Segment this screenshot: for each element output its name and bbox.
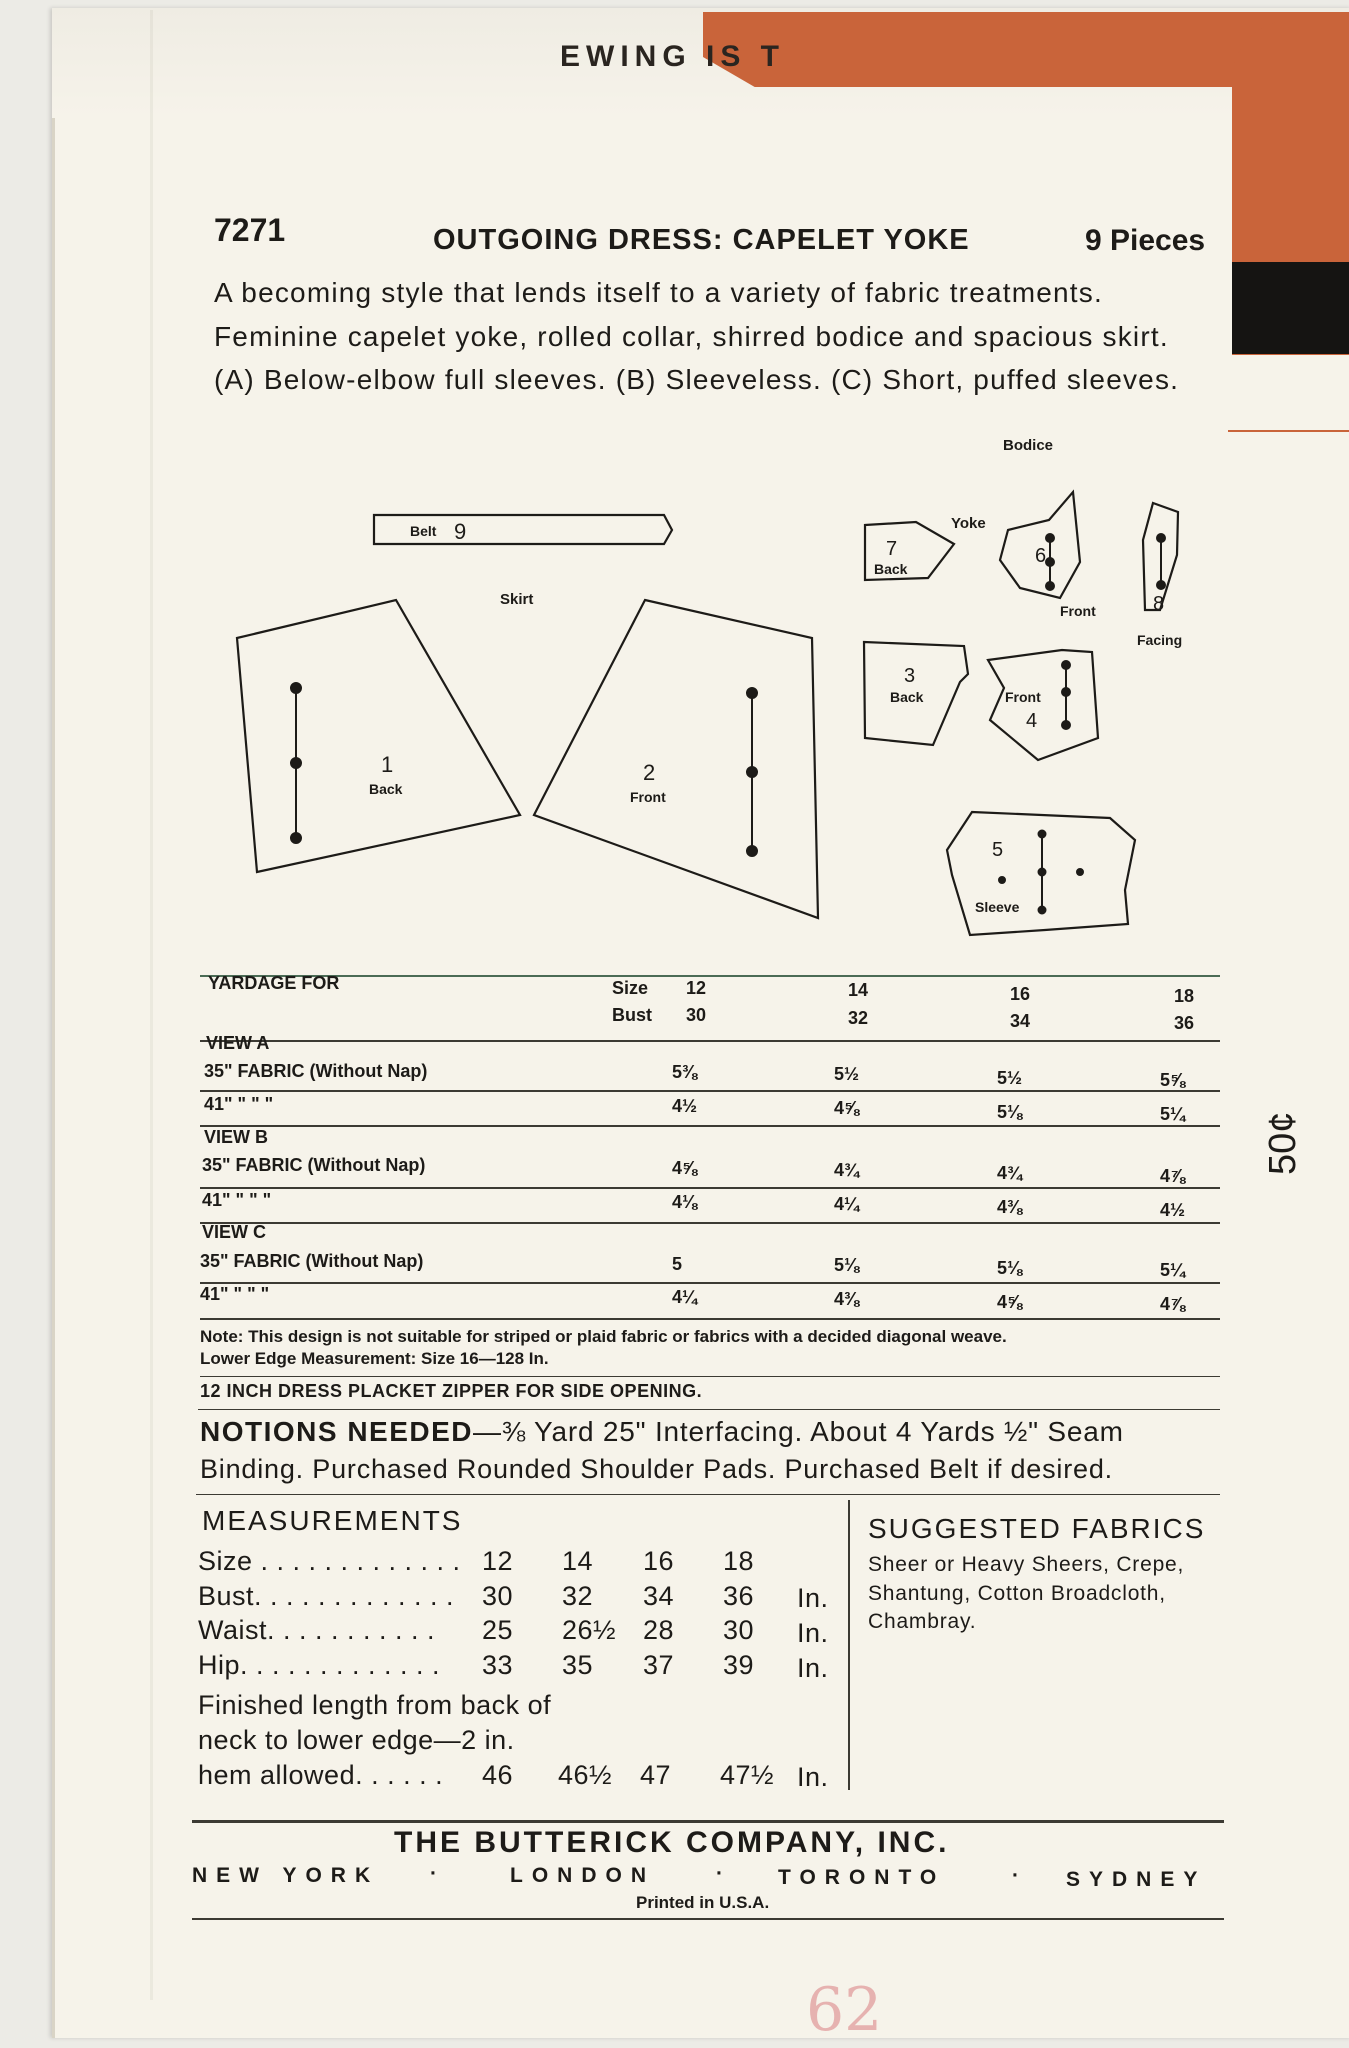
view-b-41-label: 41" " " " <box>202 1190 272 1210</box>
fabric-note: Note: This design is not suitable for striped or plaid fabric or fabrics with a decided diagonal weave. <box>200 1327 1007 1346</box>
measure-value: 46 <box>482 1760 514 1790</box>
table-cell: 4⅛ <box>672 1192 698 1212</box>
footer-bottom-rule <box>192 1918 1224 1920</box>
view-a-41-label: 41" " " " <box>204 1094 274 1114</box>
fabrics-line-3: Chambray. <box>868 1610 977 1633</box>
piece-7-number: 7 <box>886 538 898 560</box>
skirt-back-piece <box>237 600 520 872</box>
measure-value: 18 <box>723 1546 755 1576</box>
measure-unit: In. <box>797 1618 829 1648</box>
piece-6-number: 6 <box>1035 545 1047 567</box>
pattern-title: OUTGOING DRESS: CAPELET YOKE <box>433 224 970 256</box>
description-line-1: A becoming style that lends itself to a variety of fabric treatments. <box>214 277 1103 308</box>
piece-8-label: Facing <box>1137 632 1183 648</box>
piece-5-label: Sleeve <box>975 899 1020 915</box>
table-cell: 5⅝ <box>1160 1070 1186 1090</box>
measure-value: 26½ <box>562 1615 617 1645</box>
piece-4-label: Front <box>1005 689 1041 705</box>
printed-in: Printed in U.S.A. <box>636 1893 770 1912</box>
side-rule <box>1228 430 1349 432</box>
table-cell: 5½ <box>997 1068 1023 1088</box>
piece-1-label: Back <box>369 781 403 797</box>
table-cell: 4½ <box>1160 1200 1186 1220</box>
city-sydney: SYDNEY <box>1066 1868 1207 1891</box>
table-cell: 4⅝ <box>834 1098 860 1118</box>
measure-unit: In. <box>797 1762 829 1792</box>
zipper-note: 12 INCH DRESS PLACKET ZIPPER FOR SIDE OPENING. <box>200 1381 703 1401</box>
company-name: THE BUTTERICK COMPANY, INC. <box>394 1826 950 1859</box>
size-col-2: 14 <box>848 980 869 1000</box>
measure-label-size: Size . . . . . . . . . . . . . <box>198 1546 461 1576</box>
table-cell: 4⅞ <box>1160 1166 1186 1186</box>
table-cell: 5 <box>672 1254 683 1274</box>
description-line-2: Feminine capelet yoke, rolled collar, shirred bodice and spacious skirt. <box>214 321 1169 352</box>
yoke-label: Yoke <box>951 515 986 532</box>
black-side-band <box>1232 262 1349 354</box>
table-cell: 5⅜ <box>672 1062 698 1082</box>
measure-label-waist: Waist. . . . . . . . . . . <box>198 1615 436 1645</box>
view-c-35-label: 35" FABRIC (Without Nap) <box>200 1251 424 1271</box>
city-toronto: TORONTO <box>778 1866 946 1889</box>
header-fragment: EWING IS T <box>560 40 785 73</box>
city-separator: · <box>430 1862 437 1885</box>
view-b-35-label: 35" FABRIC (Without Nap) <box>202 1155 426 1175</box>
skirt-label: Skirt <box>500 591 534 608</box>
measure-unit: In. <box>797 1653 829 1683</box>
bust-col-3: 34 <box>1010 1011 1031 1031</box>
table-top-rule <box>200 975 1220 977</box>
piece-7-label: Back <box>874 561 908 577</box>
table-cell: 4¼ <box>672 1287 698 1307</box>
belt-number: 9 <box>454 519 467 544</box>
city-london: LONDON <box>510 1864 655 1887</box>
table-cell: 5⅛ <box>997 1102 1023 1122</box>
piece-3-number: 3 <box>904 665 916 687</box>
table-cell: 4⅝ <box>672 1158 698 1178</box>
measure-value: 35 <box>562 1650 594 1680</box>
measure-label-hip: Hip. . . . . . . . . . . . . <box>198 1650 441 1680</box>
view-c-label: VIEW C <box>202 1222 267 1242</box>
price-label: 50¢ <box>1262 1111 1304 1175</box>
table-cell: 4¾ <box>997 1163 1023 1183</box>
lower-edge-note: Lower Edge Measurement: Size 16—128 In. <box>200 1349 549 1368</box>
measure-value: 36 <box>723 1581 755 1611</box>
piece-2-number: 2 <box>643 760 656 785</box>
view-b-label: VIEW B <box>204 1127 269 1147</box>
view-a-label: VIEW A <box>206 1033 270 1053</box>
view-a-35-label: 35" FABRIC (Without Nap) <box>204 1061 428 1081</box>
piece-count: 9 Pieces <box>1085 224 1206 257</box>
notions-heading: NOTIONS NEEDED <box>200 1416 474 1447</box>
measure-value: 34 <box>643 1581 675 1611</box>
fabrics-line-1: Sheer or Heavy Sheers, Crepe, <box>868 1553 1185 1576</box>
table-cell: 4⅜ <box>997 1197 1023 1217</box>
footer-top-rule <box>192 1820 1224 1823</box>
piece-1-number: 1 <box>381 752 394 777</box>
piece-6-label: Front <box>1060 603 1096 619</box>
piece-3-label: Back <box>890 689 924 705</box>
hem-label: hem allowed. . . . . . <box>198 1760 444 1790</box>
measure-value: 37 <box>643 1650 675 1680</box>
notions-line-2: Binding. Purchased Rounded Shoulder Pads. Purchased Belt if desired. <box>200 1454 1113 1484</box>
belt-label: Belt <box>410 523 437 539</box>
table-cell: 5⅛ <box>834 1255 860 1275</box>
size-col-3: 16 <box>1010 984 1031 1004</box>
piece-4-number: 4 <box>1026 710 1038 732</box>
bust-col-1: 30 <box>686 1005 707 1025</box>
notions-text: —⅜ Yard 25" Interfacing. About 4 Yards ½" Seam <box>473 1416 1124 1447</box>
bodice-label: Bodice <box>1003 437 1054 454</box>
measure-value: 25 <box>482 1615 514 1645</box>
city-separator: · <box>1012 1864 1019 1887</box>
table-cell: 4¼ <box>834 1194 860 1214</box>
notions-line-1 <box>200 1416 1124 1448</box>
measure-value: 30 <box>723 1615 755 1645</box>
bust-label: Bust <box>612 1005 652 1025</box>
column-divider <box>848 1500 850 1790</box>
measure-value: 14 <box>562 1546 594 1576</box>
measurements-heading: MEASUREMENTS <box>202 1505 463 1536</box>
table-cell: 4¾ <box>834 1160 860 1180</box>
bust-col-4: 36 <box>1174 1013 1195 1033</box>
size-label: Size <box>612 978 649 998</box>
bust-col-2: 32 <box>848 1008 869 1028</box>
measure-value: 12 <box>482 1546 514 1576</box>
measure-label-bust: Bust. . . . . . . . . . . . . <box>198 1581 455 1611</box>
piece-5-number: 5 <box>992 839 1004 861</box>
skirt-front-piece <box>534 600 818 918</box>
yardage-heading: YARDAGE FOR <box>208 973 340 993</box>
measure-value: 46½ <box>558 1760 613 1790</box>
description-line-3: (A) Below-elbow full sleeves. (B) Sleeveless. (C) Short, puffed sleeves. <box>214 364 1180 395</box>
table-cell: 4⅝ <box>997 1292 1023 1312</box>
city-separator: · <box>716 1862 723 1885</box>
measure-value: 47½ <box>720 1760 775 1790</box>
view-c-41-label: 41" " " " <box>200 1284 270 1304</box>
table-cell: 4⅜ <box>834 1289 860 1309</box>
pattern-pieces-diagram <box>200 420 1200 960</box>
table-cell: 4⅞ <box>1160 1294 1186 1314</box>
finished-length-line-2: neck to lower edge—2 in. <box>198 1725 515 1755</box>
envelope-fold-line <box>150 10 153 2000</box>
measure-value: 28 <box>643 1615 675 1645</box>
measure-value: 32 <box>562 1581 594 1611</box>
measure-value: 39 <box>723 1650 755 1680</box>
size-col-1: 12 <box>686 978 707 998</box>
city-new-york: NEW YORK <box>192 1864 380 1887</box>
table-cell: 4½ <box>672 1096 698 1116</box>
handwritten-stamp: 62 <box>806 1975 883 2045</box>
finished-length-line-1: Finished length from back of <box>198 1690 552 1720</box>
measure-unit: In. <box>797 1583 829 1613</box>
fabrics-heading: SUGGESTED FABRICS <box>868 1513 1206 1544</box>
measure-value: 47 <box>640 1760 672 1790</box>
measure-value: 30 <box>482 1581 514 1611</box>
measure-value: 33 <box>482 1650 514 1680</box>
size-col-4: 18 <box>1174 986 1195 1006</box>
piece-2-label: Front <box>630 789 666 805</box>
piece-8-number: 8 <box>1153 593 1165 615</box>
pattern-number: 7271 <box>214 212 286 248</box>
table-cell: 5¼ <box>1160 1104 1186 1124</box>
table-cell: 5⅛ <box>997 1258 1023 1278</box>
table-cell: 5¼ <box>1160 1260 1186 1280</box>
bodice-front-piece <box>988 650 1098 760</box>
fabrics-line-2: Shantung, Cotton Broadcloth, <box>868 1582 1166 1605</box>
measure-value: 16 <box>643 1546 675 1576</box>
table-cell: 5½ <box>834 1064 860 1084</box>
